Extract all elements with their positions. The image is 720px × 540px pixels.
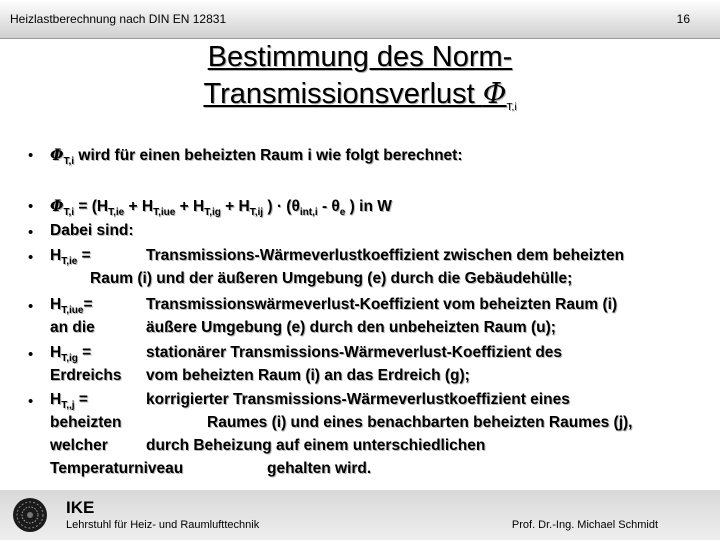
h-tij-desc-line2b: Raumes (i) und eines benachbarten beheizten Raumes (j), xyxy=(207,414,633,431)
equals: = xyxy=(74,391,88,408)
header-title: Heizlastberechnung nach DIN EN 12831 xyxy=(10,12,227,26)
bullet-phi-definition xyxy=(50,145,463,167)
subscript: e xyxy=(339,207,346,219)
h-tij-desc-line3b: durch Beheizung auf einem unterschiedlichen xyxy=(146,437,486,454)
ike-logo-icon xyxy=(12,497,48,533)
formula-line xyxy=(50,196,392,218)
h-tig-symbol xyxy=(50,344,91,364)
bullet-dot: • xyxy=(28,147,34,164)
h-tij-desc-line4b: gehalten wird. xyxy=(267,460,372,477)
footer-ike-label: IKE xyxy=(66,498,95,517)
symbol-h: H xyxy=(50,247,62,264)
h-tij-desc-line1: korrigierter Transmissions-Wärmeverlustkoeffizient eines xyxy=(146,391,570,408)
h-tie-desc-line1: Transmissions-Wärmeverlustkoeffizient zwischen dem beheizten xyxy=(146,247,625,264)
formula-part: + H xyxy=(220,198,250,215)
subscript: T,ie xyxy=(108,207,125,219)
h-tiue-desc-line1: Transmissionswärmeverlust-Koeffizient vom beheizten Raum (i) xyxy=(146,296,618,313)
h-tiue-symbol xyxy=(50,296,93,316)
subscript: T,iue xyxy=(61,305,84,317)
subscript: T,,j xyxy=(61,400,75,412)
dabei-sind: Dabei sind: xyxy=(50,222,134,239)
h-tig-desc-line2b: vom beheizten Raum (i) an das Erdreich (g); xyxy=(146,367,470,384)
h-tiue-desc-line2b: äußere Umgebung (e) durch den unbeheizten Raum (u); xyxy=(146,319,556,336)
slide-title-line1: Bestimmung des Norm- xyxy=(207,41,513,73)
symbol-h: H xyxy=(50,296,62,313)
header-bar xyxy=(0,0,720,39)
page-number: 16 xyxy=(676,12,690,26)
phi-symbol: Φ xyxy=(50,196,64,215)
h-tig-desc-line2a: Erdreichs xyxy=(50,367,122,384)
h-tij-desc-line3a: welcher xyxy=(50,437,108,454)
h-tiue-desc-line2a: an die xyxy=(50,319,95,336)
subscript: T,ie xyxy=(61,256,78,268)
subscript: T,iue xyxy=(153,207,176,219)
footer-lehrstuhl: Lehrstuhl für Heiz- und Raumlufttechnik xyxy=(66,519,260,531)
bullet-dot: • xyxy=(28,198,34,215)
h-tie-desc-line2: Raum (i) und der äußeren Umgebung (e) durch die Gebäudehülle; xyxy=(90,270,573,287)
formula-part: - θ xyxy=(317,198,340,215)
h-tij-symbol xyxy=(50,391,88,411)
title-text: Transmissionsverlust xyxy=(203,78,483,110)
subscript: T,ig xyxy=(61,353,78,365)
slide-title-line2 xyxy=(0,76,720,125)
formula-part: ) · (θ xyxy=(263,198,300,215)
subscript: T,i xyxy=(63,207,75,219)
h-tie-symbol xyxy=(50,247,91,267)
bullet-dot: • xyxy=(28,249,34,266)
footer-professor: Prof. Dr.-Ing. Michael Schmidt xyxy=(511,519,658,531)
symbol-h: H xyxy=(50,344,62,361)
formula-part: + H xyxy=(175,198,205,215)
formula-part: + H xyxy=(124,198,154,215)
formula-part: = (H xyxy=(74,198,109,215)
footer-bar xyxy=(0,490,720,540)
bullet-dot: • xyxy=(28,393,34,410)
title-subscript: T,i xyxy=(506,101,517,113)
h-tij-desc-line4a: Temperaturniveau xyxy=(50,460,184,477)
equals: = xyxy=(77,247,91,264)
symbol-h: H xyxy=(50,391,62,408)
phi-symbol: Φ xyxy=(50,145,64,164)
h-tig-desc-line1: stationärer Transmissions-Wärmeverlust-Koeffizient des xyxy=(146,344,563,361)
bullet-dot: • xyxy=(28,298,34,315)
subscript: int,i xyxy=(299,207,318,219)
subscript: T,ij xyxy=(249,207,264,219)
subscript: T,i xyxy=(63,156,75,168)
bullet-dot: • xyxy=(28,346,34,363)
bullet-dot: • xyxy=(28,224,34,241)
subscript: T,ig xyxy=(204,207,221,219)
bullet-text: wird für einen beheizten Raum i wie folgt berechnet: xyxy=(74,147,463,164)
equals: = xyxy=(83,296,93,313)
formula-part: ) in W xyxy=(345,198,392,215)
equals: = xyxy=(77,344,92,361)
h-tij-desc-line2a: beheizten xyxy=(50,414,122,431)
phi-symbol: Φ xyxy=(482,76,507,110)
